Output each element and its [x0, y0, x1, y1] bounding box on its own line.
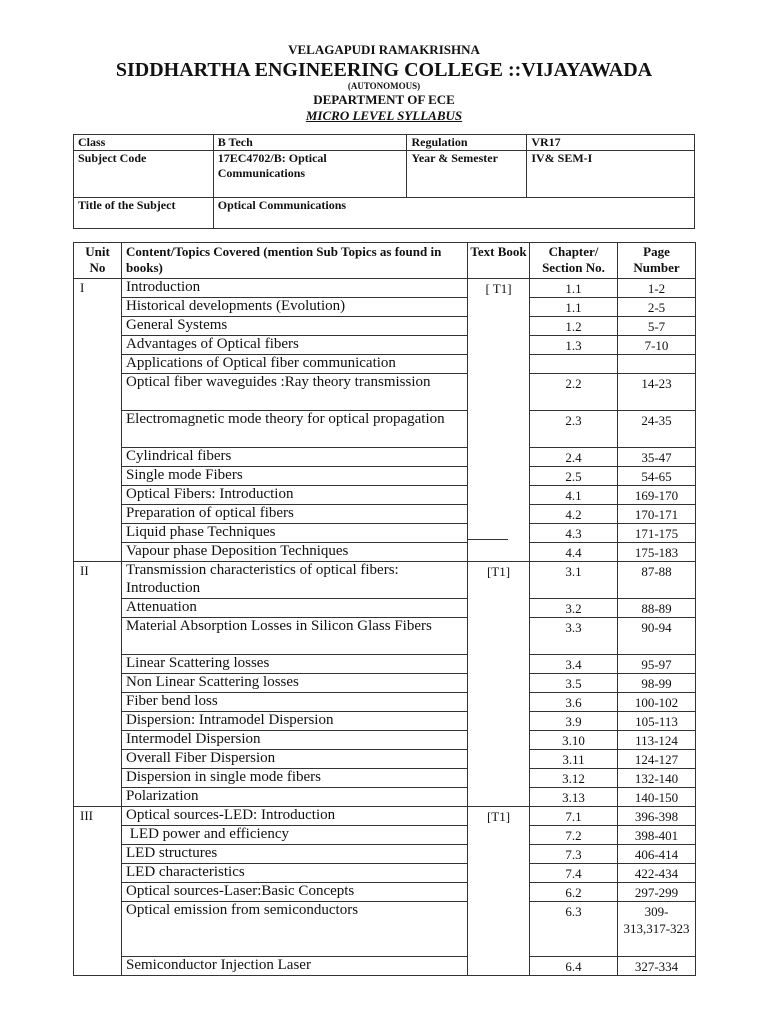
separator-line	[467, 539, 508, 540]
college-name: SIDDHARTHA ENGINEERING COLLEGE ::VIJAYAWADA	[115, 59, 653, 81]
topic-cell: LED power and efficiency	[122, 826, 468, 845]
topic-cell: Linear Scattering losses	[122, 655, 468, 674]
text-book-cell: [T1]	[468, 807, 530, 976]
section-cell: 6.4	[530, 957, 618, 976]
page-cell: 170-171	[618, 505, 696, 524]
topic-cell: Transmission characteristics of optical fibers: Introduction	[122, 562, 468, 599]
section-cell: 1.1	[530, 298, 618, 317]
table-row	[74, 769, 696, 788]
page-cell: 95-97	[618, 655, 696, 674]
table-row	[74, 807, 696, 826]
year-label: Year & Semester	[407, 151, 527, 198]
regulation-label: Regulation	[407, 135, 527, 151]
topic-cell: Fiber bend loss	[122, 693, 468, 712]
topic-cell: Attenuation	[122, 599, 468, 618]
table-row	[74, 298, 696, 317]
page-cell: 87-88	[618, 562, 696, 599]
section-cell: 7.4	[530, 864, 618, 883]
table-row	[74, 562, 696, 599]
subject-code-value: 17EC4702/B: Optical Communications	[213, 151, 407, 198]
page-cell: 124-127	[618, 750, 696, 769]
topic-cell: Preparation of optical fibers	[122, 505, 468, 524]
unit-number: I	[74, 279, 122, 562]
page-cell: 132-140	[618, 769, 696, 788]
page-cell: 35-47	[618, 448, 696, 467]
header-page-number: Page Number	[618, 243, 696, 279]
page-cell: 88-89	[618, 599, 696, 618]
unit-number: II	[74, 562, 122, 807]
topic-cell: Advantages of Optical fibers	[122, 336, 468, 355]
table-row	[74, 750, 696, 769]
table-row	[74, 618, 696, 655]
header-text-book: Text Book	[468, 243, 530, 279]
section-cell: 3.10	[530, 731, 618, 750]
section-cell: 3.2	[530, 599, 618, 618]
section-cell: 3.1	[530, 562, 618, 599]
section-cell: 3.6	[530, 693, 618, 712]
topic-cell: LED structures	[122, 845, 468, 864]
table-row	[74, 505, 696, 524]
table-row	[74, 788, 696, 807]
section-cell: 1.1	[530, 279, 618, 298]
section-cell: 3.5	[530, 674, 618, 693]
syllabus-title: MICRO LEVEL SYLLABUS	[305, 108, 463, 123]
table-row	[74, 467, 696, 486]
syllabus-table	[73, 242, 696, 976]
topic-cell: Polarization	[122, 788, 468, 807]
table-row	[74, 845, 696, 864]
section-cell: 4.2	[530, 505, 618, 524]
text-book-cell: [ T1]	[468, 279, 530, 562]
topic-cell: General Systems	[122, 317, 468, 336]
table-row	[74, 336, 696, 355]
page-cell: 406-414	[618, 845, 696, 864]
page-cell: 105-113	[618, 712, 696, 731]
topic-cell: Dispersion: Intramodel Dispersion	[122, 712, 468, 731]
page-cell: 422-434	[618, 864, 696, 883]
topic-cell: Applications of Optical fiber communication	[122, 355, 468, 374]
class-value: B Tech	[213, 135, 407, 151]
page-cell: 5-7	[618, 317, 696, 336]
page-cell: 396-398	[618, 807, 696, 826]
page-cell: 90-94	[618, 618, 696, 655]
subject-code-label: Subject Code	[74, 151, 214, 198]
page-cell: 14-23	[618, 374, 696, 411]
topic-cell: Optical emission from semiconductors	[122, 902, 468, 957]
table-row	[74, 411, 696, 448]
section-cell: 2.4	[530, 448, 618, 467]
page-cell	[618, 355, 696, 374]
page-cell: 2-5	[618, 298, 696, 317]
section-cell: 1.3	[530, 336, 618, 355]
section-cell: 6.3	[530, 902, 618, 957]
table-row	[74, 883, 696, 902]
section-cell: 3.3	[530, 618, 618, 655]
section-cell: 6.2	[530, 883, 618, 902]
subject-info-table	[73, 134, 695, 229]
topic-cell: Semiconductor Injection Laser	[122, 957, 468, 976]
title-value: Optical Communications	[213, 198, 694, 229]
regulation-value: VR17	[527, 135, 695, 151]
class-label: Class	[74, 135, 214, 151]
section-cell: 3.12	[530, 769, 618, 788]
table-row	[74, 279, 696, 298]
topic-cell: Optical sources-Laser:Basic Concepts	[122, 883, 468, 902]
section-cell: 3.11	[530, 750, 618, 769]
autonomous-label: (AUTONOMOUS)	[347, 81, 421, 91]
table-row	[74, 731, 696, 750]
topic-cell: Dispersion in single mode fibers	[122, 769, 468, 788]
unit-number: III	[74, 807, 122, 976]
table-row	[74, 957, 696, 976]
table-row	[74, 355, 696, 374]
section-cell: 4.4	[530, 543, 618, 562]
section-cell	[530, 355, 618, 374]
topic-cell: Electromagnetic mode theory for optical propagation	[122, 411, 468, 448]
page-cell: 297-299	[618, 883, 696, 902]
header-unit-no: Unit No	[74, 243, 122, 279]
topic-cell: Historical developments (Evolution)	[122, 298, 468, 317]
page-cell: 1-2	[618, 279, 696, 298]
page-cell: 7-10	[618, 336, 696, 355]
page-cell: 169-170	[618, 486, 696, 505]
table-row	[74, 599, 696, 618]
page-cell: 327-334	[618, 957, 696, 976]
table-row	[74, 693, 696, 712]
table-row	[74, 524, 696, 543]
page-cell: 398-401	[618, 826, 696, 845]
table-row	[74, 486, 696, 505]
table-row	[74, 448, 696, 467]
topic-cell: Optical fiber waveguides :Ray theory transmission	[122, 374, 468, 411]
page-cell: 175-183	[618, 543, 696, 562]
table-row	[74, 826, 696, 845]
topic-cell: Introduction	[122, 279, 468, 298]
section-cell: 7.2	[530, 826, 618, 845]
section-cell: 2.2	[530, 374, 618, 411]
topic-cell: Optical Fibers: Introduction	[122, 486, 468, 505]
section-cell: 3.4	[530, 655, 618, 674]
topic-cell: Cylindrical fibers	[122, 448, 468, 467]
section-cell: 2.3	[530, 411, 618, 448]
year-value: IV& SEM-I	[527, 151, 695, 198]
section-cell: 4.3	[530, 524, 618, 543]
table-row	[74, 674, 696, 693]
section-cell: 1.2	[530, 317, 618, 336]
table-row	[74, 374, 696, 411]
topic-cell: Material Absorption Losses in Silicon Glass Fibers	[122, 618, 468, 655]
page-cell: 54-65	[618, 467, 696, 486]
table-row	[74, 864, 696, 883]
section-cell: 3.13	[530, 788, 618, 807]
title-label: Title of the Subject	[74, 198, 214, 229]
table-row	[74, 543, 696, 562]
topic-cell: Non Linear Scattering losses	[122, 674, 468, 693]
topic-cell: Optical sources-LED: Introduction	[122, 807, 468, 826]
college-trust-name: VELAGAPUDI RAMAKRISHNA	[288, 42, 480, 57]
header-content: Content/Topics Covered (mention Sub Topics as found in books)	[122, 243, 468, 279]
topic-cell: Intermodel Dispersion	[122, 731, 468, 750]
table-row	[74, 317, 696, 336]
section-cell: 3.9	[530, 712, 618, 731]
topic-cell: Liquid phase Techniques	[122, 524, 468, 543]
page-cell: 98-99	[618, 674, 696, 693]
page-cell: 140-150	[618, 788, 696, 807]
page-cell: 113-124	[618, 731, 696, 750]
page-cell: 309-313,317-323	[618, 902, 696, 957]
page-cell: 171-175	[618, 524, 696, 543]
topic-cell: Single mode Fibers	[122, 467, 468, 486]
page-cell: 24-35	[618, 411, 696, 448]
topic-cell: Vapour phase Deposition Techniques	[122, 543, 468, 562]
topic-cell: LED characteristics	[122, 864, 468, 883]
section-cell: 7.3	[530, 845, 618, 864]
section-cell: 2.5	[530, 467, 618, 486]
section-cell: 4.1	[530, 486, 618, 505]
table-row	[74, 902, 696, 957]
table-row	[74, 712, 696, 731]
header-chapter: Chapter/ Section No.	[530, 243, 618, 279]
table-row	[74, 655, 696, 674]
department-name: DEPARTMENT OF ECE	[313, 92, 455, 107]
section-cell: 7.1	[530, 807, 618, 826]
topic-cell: Overall Fiber Dispersion	[122, 750, 468, 769]
text-book-cell: [T1]	[468, 562, 530, 807]
page-cell: 100-102	[618, 693, 696, 712]
